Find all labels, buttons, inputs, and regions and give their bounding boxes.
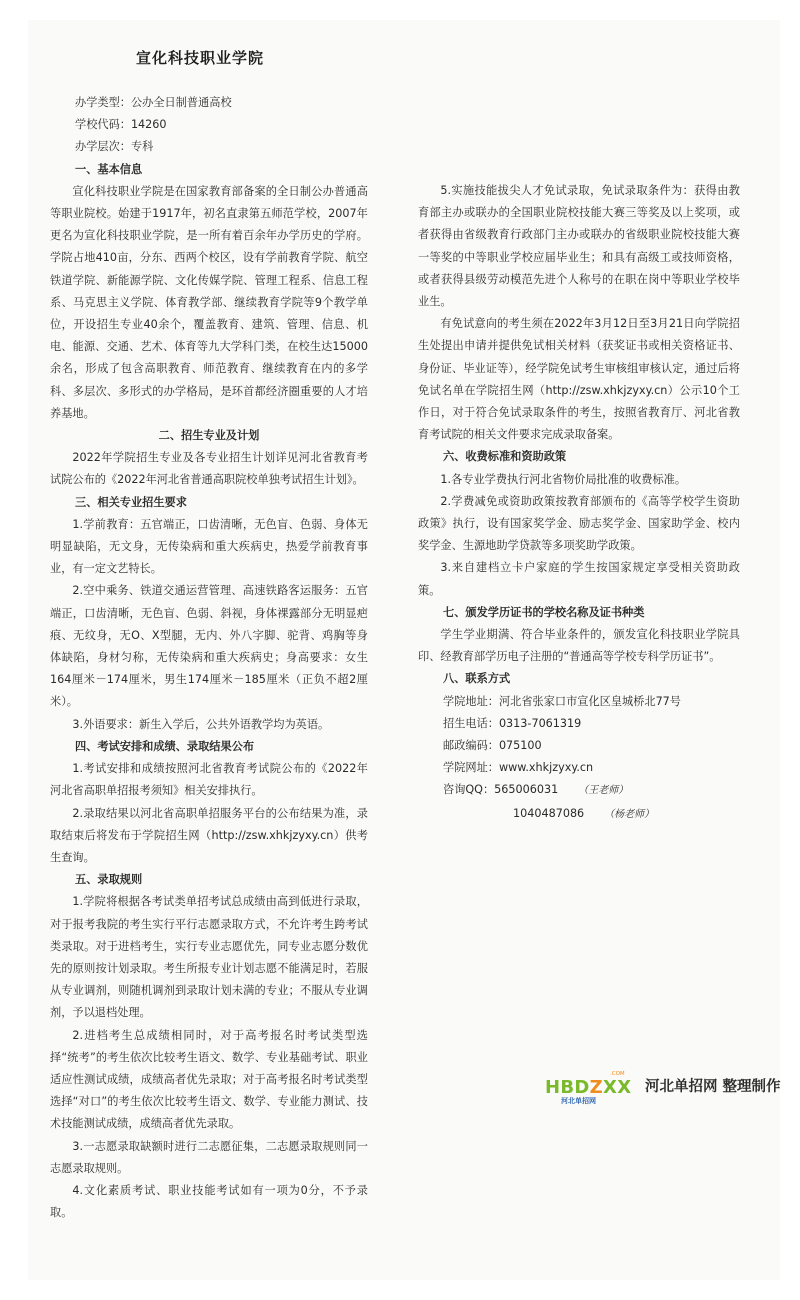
contact-website: 学院网址：www.xhkjzyxy.cn bbox=[443, 761, 594, 775]
section-heading-exam-results: 四、考试安排和成绩、录取结果公布 bbox=[75, 739, 255, 753]
section-heading-fees: 六、收费标准和资助政策 bbox=[443, 450, 567, 464]
left-column bbox=[50, 92, 368, 1224]
contact-qq-1 bbox=[418, 779, 740, 802]
section-paragraph: 1.学前教育：五官端正，口齿清晰，无色盲、色弱、身体无明显缺陷，无文身，无传染病和重大疾病史，热爱学前教育事业，有一定文艺特长。 bbox=[50, 517, 368, 576]
section-paragraph: 学生学业期满、符合毕业条件的，颁发宣化科技职业学院具印、经教育部学历电子注册的“普通高等学校专科学历证书”。 bbox=[418, 628, 740, 664]
contact-qq-2 bbox=[418, 803, 740, 826]
watermark-caption: 河北单招网 整理制作 bbox=[645, 1078, 781, 1095]
section-heading-certificate: 七、颁发学历证书的学校名称及证书种类 bbox=[443, 605, 645, 619]
logo-letter: B bbox=[560, 1077, 575, 1098]
contact-qq-1-number: 咨询QQ：565006031 bbox=[443, 783, 559, 797]
section-paragraph: 宣化科技职业学院是在国家教育部备案的全日制公办普通高等职业院校。始建于1917年，初名直隶第五师范学校，2007年更名为宣化科技职业学院，是一所有着百余年办学历史的学府。学院占地410亩，分东、西两个校区，设有学前教育学院、航空铁道学院、新能源学院、文化传媒学院、管理工程系、信息工程系、马克思主义学院、体育教学部、继续教育学院等9个教学单位，开设招生专业40余个，覆盖教育、建筑、管理、信息、机电、能源、交通、艺术、体育等九大学科门类，在校生达15000余名，形成了包含高职教育、师范教育、继续教育在内的多学科、多层次、多形式的办学格局，是环首都经济圈重要的人才培养基地。 bbox=[50, 184, 368, 420]
right-column bbox=[418, 180, 740, 826]
meta-school-code: 学校代码：14260 bbox=[75, 118, 167, 132]
logo-letter: D bbox=[574, 1077, 590, 1098]
section-heading-contact: 八、联系方式 bbox=[443, 672, 511, 686]
hbdzxx-logo bbox=[545, 1068, 640, 1108]
section-paragraph: 2.空中乘务、铁道交通运营管理、高速铁路客运服务：五官端正，口齿清晰，无色盲、色弱、斜视，身体裸露部分无明显疤痕、无纹身，无O、X型腿，无内、外八字脚、驼背、鸡胸等身体缺陷，身材匀称，无传染病和重大疾病史；身高要求：女生164厘米－174厘米，男生174厘米－185厘米（正负不超2厘米）。 bbox=[50, 584, 368, 709]
svg-text:HBDZXX bbox=[545, 1077, 631, 1098]
section-heading-enrollment-plan: 二、招生专业及计划 bbox=[158, 429, 260, 443]
contact-qq-2-number: 1040487086 bbox=[513, 806, 585, 820]
section-heading-basic-info: 一、基本信息 bbox=[75, 162, 143, 176]
section-paragraph: 2.进档考生总成绩相同时，对于高考报名时考试类型选择“统考”的考生依次比较考生语文、数学、专业基础考试、职业适应性测试成绩，成绩高者优先录取；对于高考报名时考试类型选择“对口”的考生依次比较考生语文、数学、专业能力测试、技术技能测试成绩，成绩高者优先录取。 bbox=[50, 1028, 368, 1131]
section-paragraph: 2022年学院招生专业及各专业招生计划详见河北省教育考试院公布的《2022年河北省普通高职院校单独考试招生计划》。 bbox=[50, 451, 368, 487]
logo-letter: Z bbox=[589, 1077, 604, 1098]
logo-letter: X bbox=[603, 1077, 618, 1098]
section-paragraph: 5.实施技能拔尖人才免试录取，免试录取条件为：获得由教育部主办或联办的全国职业院校技能大赛三等奖及以上奖项，或者获得由省级教育行政部门主办或联办的省级职业院校技能大赛一等奖的中等职业学校应届毕业生；和具有高级工或技师资格，或者获得县级劳动模范先进个人称号的在职在岗中等职业学校毕业生。 bbox=[418, 184, 740, 309]
logo-subtitle: 河北单招网 bbox=[561, 1097, 596, 1105]
section-paragraph: 3.来自建档立卡户家庭的学生按国家规定享受相关资助政策。 bbox=[418, 561, 740, 597]
section-paragraph: 4.文化素质考试、职业技能考试如有一项为0分，不予录取。 bbox=[50, 1183, 368, 1220]
contact-postcode: 邮政编码：075100 bbox=[443, 739, 542, 753]
section-paragraph: 有免试意向的考生须在2022年3月12日至3月21日向学院招生处提出申请并提供免试相关材料（获奖证书或相关资格证书、身份证、毕业证等），经学院免试考生审核组审核认定，通过后将免试名单在学院招生网（http://zsw.xhkjzyxy.cn）公示10个工作日，对于符合免试录取条件的考生，按照省教育厅、河北省教育考试院的相关文件要求完成录取备案。 bbox=[418, 317, 740, 442]
logo-com-text: .COM bbox=[610, 1071, 625, 1077]
contact-phone: 招生电话：0313-7061319 bbox=[443, 716, 582, 730]
meta-school-type: 办学类型：公办全日制普通高校 bbox=[75, 96, 232, 109]
section-paragraph: 3.一志愿录取缺额时进行二志愿征集，二志愿录取规则同一志愿录取规则。 bbox=[50, 1139, 368, 1175]
hbdzxx-watermark bbox=[545, 1068, 790, 1108]
contact-qq-2-teacher: （杨老师） bbox=[604, 808, 655, 820]
meta-school-level: 办学层次：专科 bbox=[75, 140, 154, 154]
section-paragraph: 1.考试安排和成绩按照河北省教育考试院公布的《2022年河北省高职单招报考须知》相关安排执行。 bbox=[50, 762, 368, 798]
section-paragraph: 1.各专业学费执行河北省物价局批准的收费标准。 bbox=[440, 472, 687, 486]
section-paragraph: 3.外语要求：新生入学后，公共外语教学均为英语。 bbox=[72, 717, 330, 731]
contact-address: 学院地址：河北省张家口市宣化区皇城桥北77号 bbox=[443, 694, 681, 708]
section-paragraph: 1.学院将根据各考试类单招考试总成绩由高到低进行录取，对于报考我院的考生实行平行志愿录取方式，不允许考生跨考试类录取。对于进档考生，实行专业志愿优先，同专业志愿分数优先的原则按计划录取。考生所报专业计划志愿不能满足时，若服从专业调剂，则随机调剂到录取计划未满的专业；不服从专业调剂，予以退档处理。 bbox=[50, 895, 368, 1020]
section-paragraph: 2.录取结果以河北省高职单招服务平台的公布结果为准，录取结束后将发布于学院招生网（http://zsw.xhkjzyxy.cn）供考生查询。 bbox=[50, 806, 368, 864]
section-paragraph: 2.学费减免或资助政策按教育部颁布的《高等学校学生资助政策》执行，设有国家奖学金、励志奖学金、国家助学金、校内奖学金、生源地助学贷款等多项奖助学政策。 bbox=[418, 494, 740, 553]
contact-qq-1-teacher: （王老师） bbox=[578, 785, 629, 797]
section-heading-admission-rules: 五、录取规则 bbox=[75, 873, 143, 887]
document-title: 宣化科技职业学院 bbox=[135, 49, 264, 67]
section-heading-requirements: 三、相关专业招生要求 bbox=[75, 495, 187, 509]
logo-letter: H bbox=[545, 1077, 561, 1098]
logo-letter: X bbox=[617, 1077, 632, 1098]
